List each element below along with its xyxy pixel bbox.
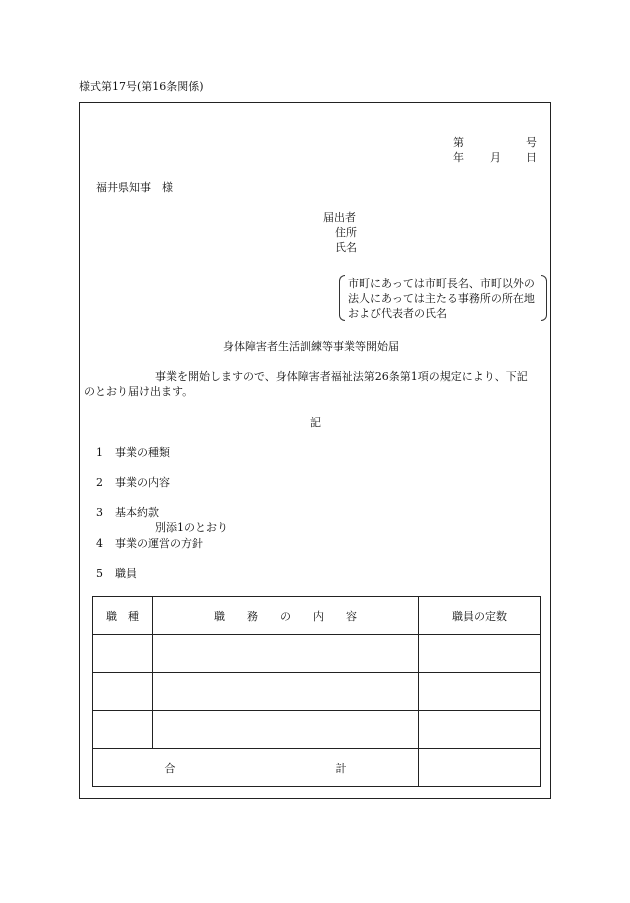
address-label: 住所 — [335, 226, 357, 239]
total-label-right: 計 — [335, 761, 347, 775]
item-5-number: 5 — [96, 567, 103, 580]
total-value-cell[interactable] — [419, 749, 541, 787]
item-2-label: 事業の内容 — [115, 476, 170, 489]
table-cell[interactable] — [93, 711, 153, 749]
item-3-label: 基本約款 — [115, 506, 159, 519]
table-cell[interactable] — [153, 711, 419, 749]
table-row — [93, 635, 541, 673]
total-label-left: 合 — [164, 761, 176, 775]
table-row — [93, 673, 541, 711]
body-text-line-1: 事業を開始しますので、身体障害者福祉法第26条第1項の規定により、下記 — [155, 370, 528, 383]
table-cell[interactable] — [419, 635, 541, 673]
note-line-1: 市町にあっては市町長名、市町以外の — [348, 277, 535, 290]
note-line-2: 法人にあっては主たる事務所の所在地 — [348, 292, 535, 305]
addressee: 福井県知事 様 — [96, 181, 173, 194]
table-row — [93, 711, 541, 749]
item-4-number: 4 — [96, 537, 103, 550]
document-title: 身体障害者生活訓練等事業等開始届 — [223, 340, 399, 353]
item-1-number: 1 — [96, 446, 103, 459]
item-3-number: 3 — [96, 506, 103, 519]
table-cell[interactable] — [419, 711, 541, 749]
header-staff-count: 職員の定数 — [419, 597, 541, 635]
name-label: 氏名 — [335, 241, 357, 254]
ki-heading: 記 — [310, 416, 321, 429]
applicant-label: 届出者 — [323, 211, 356, 224]
total-label-cell — [93, 749, 419, 787]
date-day: 日 — [526, 151, 537, 164]
table-cell[interactable] — [93, 635, 153, 673]
table-cell[interactable] — [153, 635, 419, 673]
item-4-label: 事業の運営の方針 — [115, 537, 203, 550]
table-cell[interactable] — [93, 673, 153, 711]
header-duties: 職 務 の 内 容 — [153, 597, 419, 635]
doc-number-go: 号 — [526, 136, 537, 149]
table-cell[interactable] — [419, 673, 541, 711]
header-job-type: 職 種 — [93, 597, 153, 635]
item-3-sub: 別添1のとおり — [155, 521, 228, 534]
table-total-row — [93, 749, 541, 787]
item-5-label: 職員 — [115, 567, 137, 580]
date-month: 月 — [490, 151, 501, 164]
date-year: 年 — [453, 151, 464, 164]
item-2-number: 2 — [96, 476, 103, 489]
doc-number-dai: 第 — [453, 136, 464, 149]
table-header-row — [93, 597, 541, 635]
note-line-3: および代表者の氏名 — [348, 307, 447, 320]
item-1-label: 事業の種類 — [115, 446, 170, 459]
applicant-note-bracket — [339, 275, 547, 321]
form-number: 様式第17号(第16条関係) — [79, 80, 204, 93]
staff-table — [92, 596, 541, 787]
table-cell[interactable] — [153, 673, 419, 711]
body-text-line-2: のとおり届け出ます。 — [84, 385, 194, 398]
